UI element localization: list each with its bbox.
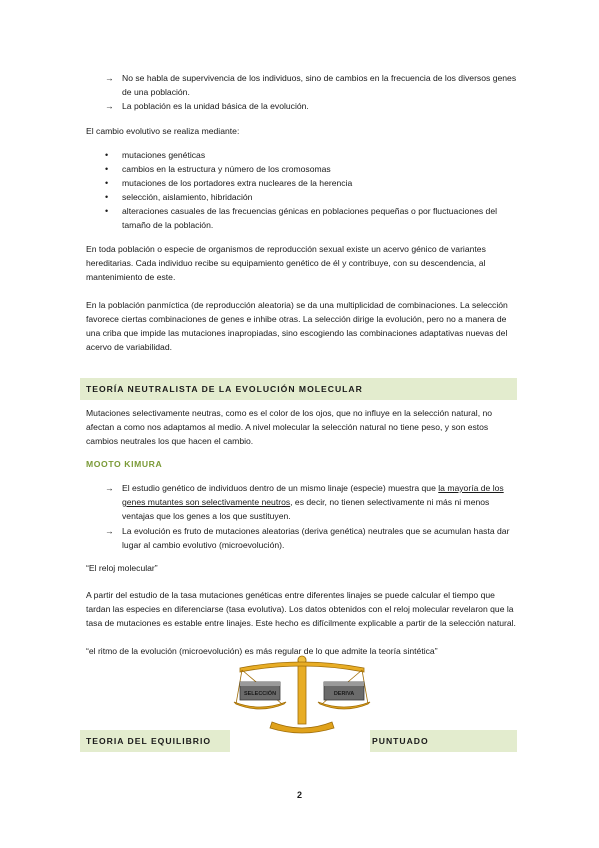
list-item — [105, 162, 515, 176]
cambio-intro: El cambio evolutivo se realiza mediante: — [86, 126, 240, 136]
section-heading-equilibrio-left: TEORIA DEL EQUILIBRIO — [86, 736, 212, 746]
section-heading-neutralista: TEORÍA NEUTRALISTA DE LA EVOLUCIÓN MOLECULAR — [86, 384, 363, 394]
arrow-item — [105, 71, 520, 99]
arrow-item-text: La población es la unidad básica de la evolución. — [122, 101, 309, 111]
weight-deriva-label: DERIVA — [333, 691, 355, 697]
arrow-item — [105, 481, 520, 523]
arrow-right-icon: → — [105, 73, 114, 83]
list-item-text: cambios en la estructura y número de los cromosomas — [122, 164, 331, 174]
list-item-text: mutaciones de los portadores extra nucleares de la herencia — [122, 178, 353, 188]
list-item — [105, 190, 515, 204]
subheading-kimura: MOOTO KIMURA — [86, 459, 163, 469]
balance-scale-image — [232, 654, 372, 734]
paragraph-acervo: En toda población o especie de organismos de reproducción sexual existe un acervo génico de variantes hereditarias. Cada individuo recibe su equipamiento genético de él y contribuye, con su descendencia, al mantenimiento de este. — [86, 244, 486, 282]
list-item-text: mutaciones genéticas — [122, 150, 206, 160]
arrow-item-text: No se habla de supervivencia de los individuos, sino de cambios en la frecuencia de los diversos genes de una población. — [122, 73, 517, 97]
list-item — [105, 148, 515, 162]
bullet-icon: • — [105, 150, 109, 160]
page-number: 2 — [296, 790, 302, 800]
text-run: , es decir, no tienen selectivamente ni más ni menos ventajas que los genes a los que sustituyen. — [122, 497, 490, 521]
paragraph-panmictica: En la población panmíctica (de reproducción aleatoria) se da una multiplicidad de combinaciones. La selección favorece ciertas combinaciones de genes e inhibe otras. La selección dirige la evolución, pero no a manera de una criba que impide las mutaciones inapropiadas, sino escogiendo las combinaciones adaptativas nuevas del acervo de variabilidad. — [86, 300, 508, 352]
arrow-right-icon: → — [105, 101, 114, 111]
bullet-icon: • — [105, 206, 109, 216]
weight-seleccion-label: SELECCIÓN — [243, 691, 277, 697]
arrow-right-icon: → — [105, 483, 114, 493]
arrow-item-text — [105, 481, 520, 523]
reloj-title: “El reloj molecular” — [86, 563, 158, 573]
list-item — [105, 204, 515, 232]
bullet-icon: • — [105, 164, 109, 174]
arrow-item — [105, 524, 520, 552]
arrow-right-icon: → — [105, 526, 114, 536]
bullet-icon: • — [105, 178, 109, 188]
text-run: El estudio genético de individuos dentro de un mismo linaje (especie) muestra que — [122, 483, 439, 493]
paragraph-reloj: A partir del estudio de la tasa mutaciones genéticas entre diferentes linajes se puede calcular el tiempo que tardan las especies en diferenciarse (tasa evolutiva). Los datos obtenidos con el reloj molecular revelaron que la tasa de mutaciones es estable entre linajes. Este hecho es difícilmente explicable a partir de la selección natural. — [86, 590, 516, 628]
list-item — [105, 176, 515, 190]
paragraph-neutras: Mutaciones selectivamente neutras, como es el color de los ojos, que no influye en la selección natural, no afectan a como nos adaptamos al medio. A nivel molecular la selección natural no tiene peso, y son estos cambios neutrales los que hacen el cambio. — [86, 408, 493, 446]
arrow-item — [105, 99, 520, 113]
list-item-text: alteraciones casuales de las frecuencias génicas en poblaciones pequeñas o por fluctuaciones del tamaño de la población. — [122, 206, 498, 230]
arrow-item-text: La evolución es fruto de mutaciones aleatorias (deriva genética) neutrales que se acumulan hasta dar lugar al cambio evolutivo (microevolución). — [122, 526, 510, 550]
list-item-text: selección, aislamiento, hibridación — [122, 192, 253, 202]
quote-ritmo: “el ritmo de la evolución (microevolución) es más regular de lo que admite la teoría sintética” — [86, 646, 438, 656]
bullet-icon: • — [105, 192, 109, 202]
underlined-text: la mayoría de los genes mutantes son selectivamente neutros — [122, 483, 504, 507]
section-heading-equilibrio-right: PUNTUADO — [372, 736, 429, 746]
